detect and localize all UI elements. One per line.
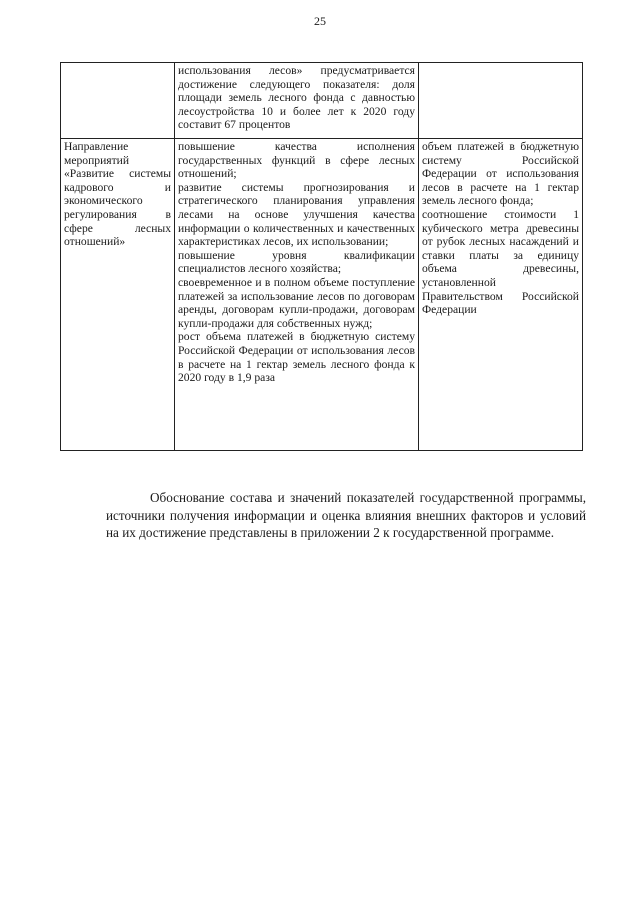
table-cell-indicators: [419, 63, 583, 139]
page-number: 25: [314, 14, 326, 28]
cell-text: использования лесов» предусматривается достижение следующего показателя: доля площади земель лесного фонда с давностью лесоустройства 10 и более лет к 2020 году составит 67 процентов: [178, 64, 415, 132]
table-cell-direction: [61, 63, 175, 139]
body-paragraph: [106, 489, 586, 542]
table-row: [61, 63, 583, 139]
indicators-table: [60, 62, 583, 451]
table-cell-direction: [61, 139, 175, 451]
paragraph-text: Обоснование состава и значений показателей государственной программы, источники получения информации и оценка влияния внешних факторов и условий на их достижение представлены в приложении 2 к государственной программе.: [106, 490, 586, 540]
table-cell-results: [175, 63, 419, 139]
cell-text: объем платежей в бюджетную систему Российской Федерации от использования лесов в расчете на 1 гектар земель лесного фонда; соотношение стоимости 1 кубического метра древесины от рубок лесных насаждений и ставки платы за единицу объема древесины, установленной Правительством Российской Федерации: [422, 140, 579, 317]
table-row: [61, 139, 583, 451]
cell-text: повышение качества исполнения государственных функций в сфере лесных отношений; развитие системы прогнозирования и стратегического планирования управления лесами на основе улучшения качества информации о количественных и качественных характеристиках лесов, их использовании; повышение уровня квалификации специалистов лесного хозяйства; своевременное и в полном объеме поступление платежей за использование лесов по договорам аренды, договорам купли-продажи, договорам купли-продажи для собственных нужд; рост объема платежей в бюджетную систему Российской Федерации от использования лесов в расчете на 1 гектар земель лесного фонда к 2020 году в 1,9 раза: [178, 140, 415, 385]
cell-text: Направление мероприятий «Развитие системы кадрового и экономического регулирования в сфере лесных отношений»: [64, 140, 171, 249]
table-cell-indicators: [419, 139, 583, 451]
table-cell-results: [175, 139, 419, 451]
